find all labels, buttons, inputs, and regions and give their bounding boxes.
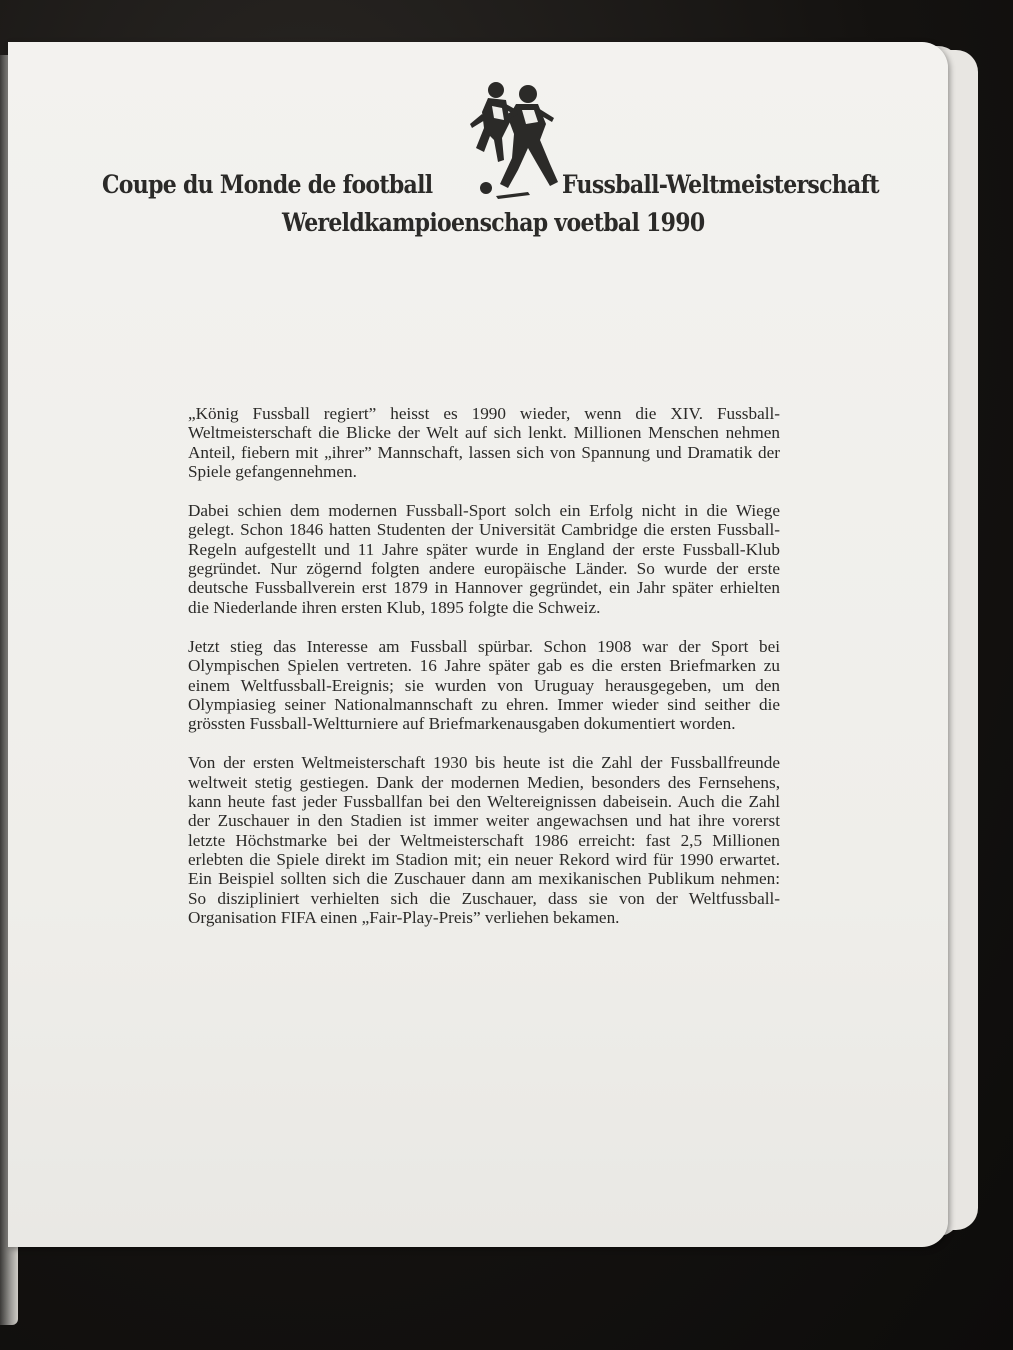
body-text — [188, 404, 780, 947]
paragraph-1: „König Fussball regiert” heisst es 1990 wieder, wenn die XIV. Fussball-Weltmeisterschaft die Blicke der Welt auf sich lenkt. Millionen Menschen nehmen Anteil, fiebern mit „ihrer” Mannschaft, lassen sich von Spannung und Dramatik der Spiele gefangennehmen. — [188, 404, 780, 481]
paragraph-4: Von der ersten Weltmeisterschaft 1930 bis heute ist die Zahl der Fussballfreunde weltweit stetig gestiegen. Dank der modernen Medien, besonders des Fernsehens, kann heute fast jeder Fussballfan bei den Weltereignissen dabeisein. Auch die Zahl der Zuschauer in den Stadien ist immer weiter angewachsen und hat ihre vorerst letzte Höchstmarke bei der Weltmeisterschaft 1986 erreicht: fast 2,5 Millionen erlebten die Spiele direkt im Stadion mit; ein neuer Rekord wird für 1990 erwartet. Ein Beispiel sollten sich die Zuschauer dann am mexikanischen Publikum nehmen: So diszipliniert verhielten sich die Zuschauer, dass sie von der Weltfussball-Organisation FIFA einen „Fair-Play-Preis” verliehen bekamen. — [188, 753, 780, 927]
paragraph-3: Jetzt stieg das Interesse am Fussball spürbar. Schon 1908 war der Sport bei Olympischen Spielen vertreten. 16 Jahre später gab es die ersten Briefmarken zu einem Weltfussball-Ereignis; sie wurden von Uruguay herausgegeben, um den Olympiasieg seiner Nationalmannschaft zu ehren. Immer wieder sind seither die grössten Fussball-Weltturniere auf Briefmarkenausgaben dokumentiert worden. — [188, 636, 780, 734]
football-players-icon — [458, 78, 568, 206]
title-french: Coupe du Monde de football — [102, 170, 433, 199]
paragraph-2: Dabei schien dem modernen Fussball-Sport solch ein Erfolg nicht in die Wiege gelegt. Schon 1846 hatten Studenten der Universität Cambridge die ersten Fussball-Regeln aufgestellt und 11 Jahre später wurde in England der erste Fussball-Klub gegründet. Nur zögernd folgten andere europäische Länder. So wurde der erste deutsche Fussballverein erst 1879 in Hannover gegründet, ein Jahr später erhielten die Niederlande ihren ersten Klub, 1895 folgte die Schweiz. — [188, 501, 780, 617]
title-dutch: Wereldkampioenschap voetbal 1990 — [282, 208, 705, 237]
title-german: Fussball-Weltmeisterschaft — [562, 170, 879, 199]
